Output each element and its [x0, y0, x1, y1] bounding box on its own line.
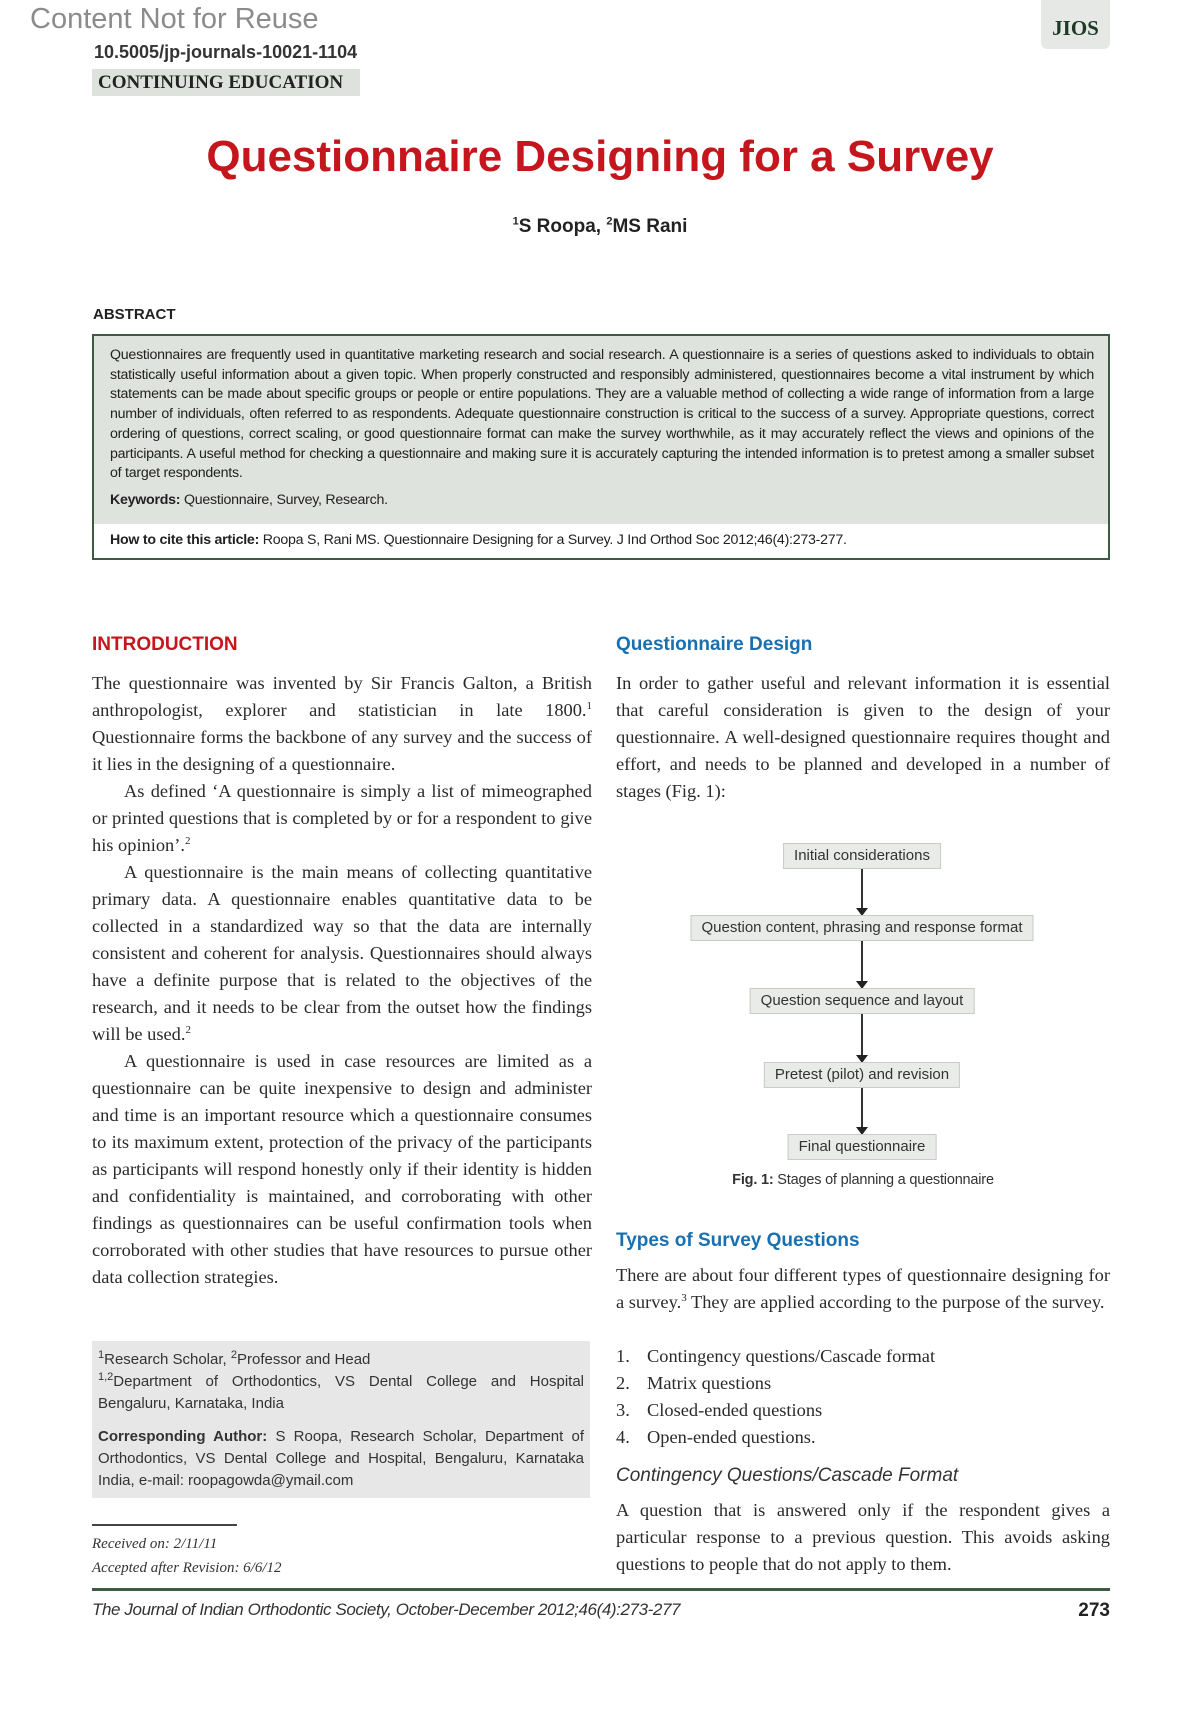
sup: 1: [512, 215, 519, 228]
accepted-date: Accepted after Revision: 6/6/12: [92, 1560, 282, 1576]
types-list: [616, 1343, 1110, 1451]
arrow-down-icon: [861, 869, 863, 914]
flow-step: Initial considerations: [783, 843, 941, 869]
paragraph: A questionnaire is used in case resources are limited as a questionnaire can be quite inexpensive to design and administer and time is an important resource which a questionnaire consumes to its maximum extent, protection of the privacy of the participants as participants will respond honestly only if their identity is hidden and confidentiality is maintained, and corroborating with other findings as questionnaires can be useful confirmation tools when corroborated with other studies that have resources to pursue other data collection strategies.: [92, 1051, 592, 1287]
author-1: S Roopa,: [518, 216, 607, 237]
abstract-label: ABSTRACT: [93, 306, 176, 323]
design-body: In order to gather useful and relevant information it is essential that careful consideration is given to the design of your questionnaire. A well-designed questionnaire requires thought and effort, and needs to be planned and developed in a number of stages (Fig. 1):: [616, 673, 1110, 801]
flow-step: Final questionnaire: [788, 1134, 937, 1160]
divider: [92, 1524, 237, 1526]
flow-step: Question content, phrasing and response format: [690, 915, 1033, 941]
citation: [94, 524, 1108, 558]
types-body: There are about four different types of questionnaire designing for a survey.$^3$ They are applied according to the purpose of the survey.: [616, 1265, 1110, 1312]
roles: $^1$Research Scholar, $^2$Professor and Head: [98, 1349, 371, 1368]
received-date: Received on: 2/11/11: [92, 1536, 218, 1552]
figure-caption: Fig. 1: Stages of planning a questionnaire: [732, 1172, 994, 1188]
keywords: [94, 484, 1108, 508]
department: $^{1,2}$Department of Orthodontics, VS Dental College and Hospital Bengaluru, Karnataka, India: [98, 1371, 584, 1412]
paragraph: A questionnaire is the main means of collecting quantitative primary data. A questionnaire enables quantitative data to be collected in a standardized way so that the data are internally consistent and coherent for analysis. Questionnaires should always have a definite purpose that is related to the objectives of the research, and it needs to be clear from the outset how the findings will be used.$^2$: [92, 862, 592, 1044]
sup: 2: [606, 215, 613, 228]
paragraph: The questionnaire was invented by Sir Francis Galton, a British anthropologist, explorer and statistician in late 1800.$^1$ Questionnaire forms the backbone of any survey and the success of it lies in the designing of a questionnaire.: [92, 673, 592, 774]
abstract-text: Questionnaires are frequently used in quantitative marketing research and social research. A questionnaire is a series of questions asked to individuals to obtain statistically useful information about a given topic. When properly constructed and responsibly administered, questionnaires become a vital instrument by which statements can be made about specific groups or people or entire populations. They are a valuable method of collecting a wide range of information from a large number of individuals, often referred to as respondents. Adequate questionnaire construction is critical to the success of a survey. Appropriate questions, correct ordering of questions, correct scaling, or good questionnaire format can make the survey worthwhile, as it may accurately reflect the views and opinions of the participants. A useful method for checking a questionnaire and making sure it is accurately capturing the intended information is to pretest among a smaller subset of target respondents.: [110, 347, 1094, 482]
arrow-down-icon: [861, 1088, 863, 1133]
abstract-box: [92, 334, 1110, 560]
keywords-value: Questionnaire, Survey, Research.: [180, 491, 388, 508]
section-label: CONTINUING EDUCATION: [92, 69, 360, 96]
keywords-label: Keywords:: [110, 491, 181, 508]
authors: [0, 216, 1200, 238]
contingency-body: A question that is answered only if the respondent gives a particular response to a previous question. This avoids asking questions to people that do not apply to them.: [616, 1500, 1110, 1574]
dates: [92, 1532, 282, 1580]
author-2: MS Rani: [612, 216, 688, 237]
watermark: Content Not for Reuse: [30, 3, 319, 35]
doi: 10.5005/jp-journals-10021-1104: [94, 42, 358, 62]
page-number: 273: [1078, 1600, 1110, 1621]
footer-journal: The Journal of Indian Orthodontic Society, October-December 2012;46(4):273-277: [92, 1600, 681, 1619]
flow-step: Question sequence and layout: [750, 988, 975, 1014]
affiliation-box: [92, 1341, 590, 1498]
cite-value: Roopa S, Rani MS. Questionnaire Designing for a Survey. J Ind Orthod Soc 2012;46(4):273-277.: [259, 532, 847, 548]
list-item: 2. Matrix questions: [616, 1373, 772, 1393]
paragraph: As defined ‘A questionnaire is simply a list of mimeographed or printed questions that is completed by or for a respondent to give his opinion’.$^2$: [92, 781, 592, 855]
list-item: 4. Open-ended questions.: [616, 1427, 816, 1447]
types-heading: Types of Survey Questions: [616, 1230, 860, 1251]
design-heading: Questionnaire Design: [616, 634, 813, 655]
subheading: Contingency Questions/Cascade Format: [616, 1465, 959, 1486]
arrow-down-icon: [861, 941, 863, 987]
footer-divider: [92, 1588, 1110, 1591]
corresponding-author: Corresponding Author: S Roopa, Research Scholar, Department of Orthodontics, VS Dental College and Hospital, Bengaluru, Karnataka India, e-mail: roopagowda@ymail.com: [98, 1428, 585, 1489]
flow-step: Pretest (pilot) and revision: [764, 1062, 960, 1088]
arrow-down-icon: [861, 1014, 863, 1061]
cite-label: How to cite this article:: [110, 532, 260, 548]
journal-badge: JIOS: [1041, 0, 1110, 49]
list-item: 3. Closed-ended questions: [616, 1400, 823, 1420]
article-title: Questionnaire Designing for a Survey: [206, 132, 994, 181]
list-item: 1. Contingency questions/Cascade format: [616, 1346, 936, 1366]
introduction-body: [92, 670, 592, 1291]
introduction-heading: INTRODUCTION: [92, 634, 238, 655]
